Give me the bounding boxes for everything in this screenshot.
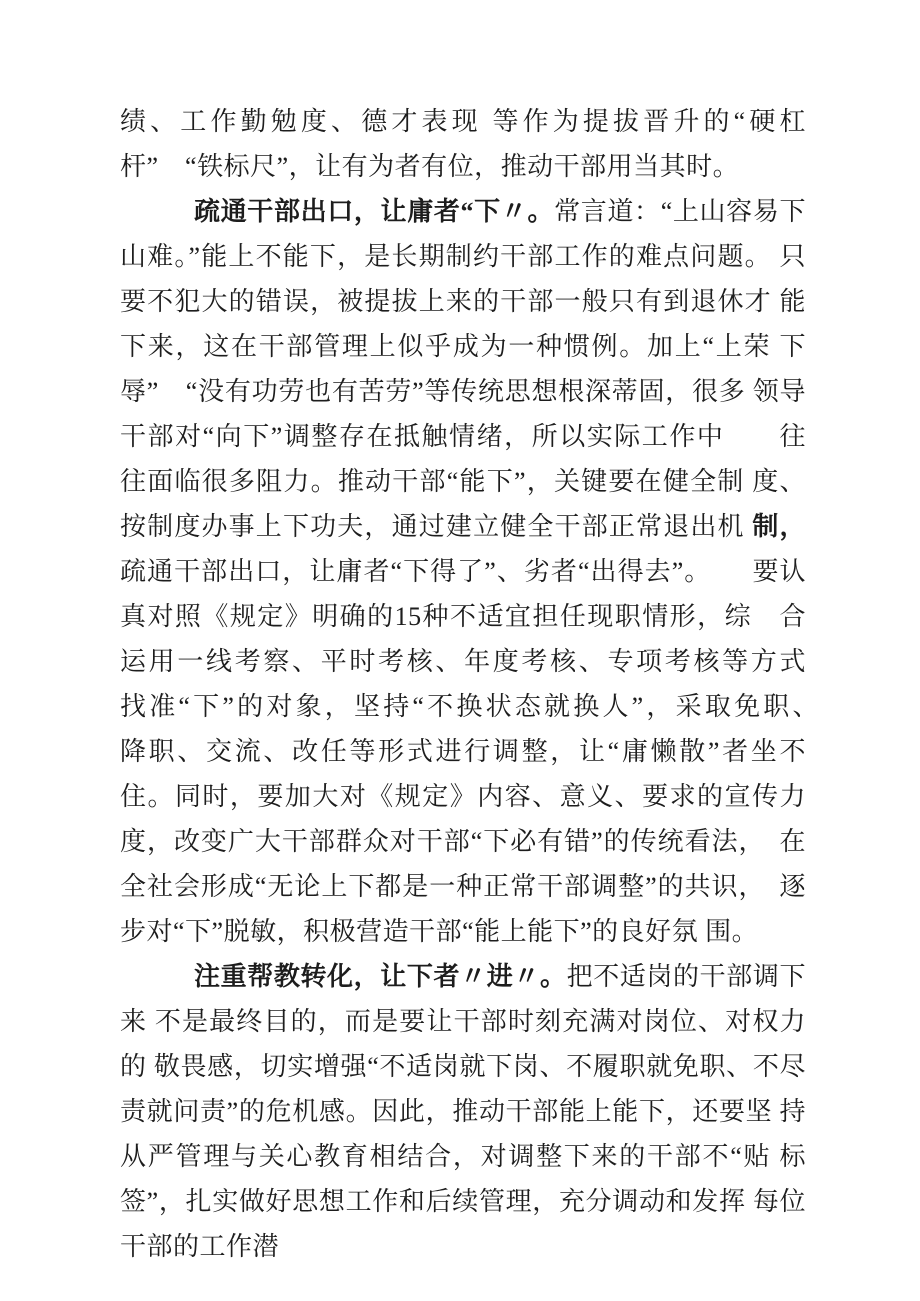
document-body [120,99,860,1269]
bold-text-segment: 注重帮教转化，让下者〃进〃。 [194,962,567,991]
text-segment: 绩、工作勤勉度、德才表现 等作为提拔晋升的“硬杠杆” “铁标尺”，让有为者有位，推动干部用当其时。 [120,107,806,181]
text-segment: 把不适岗的干部调下来 不是最终目的，而是要让干部时刻充满对岗位、对权力的 敬畏感，切实增强“不适岗就下岗、不履职就免职、不尽 责就问责”的危机感。因此，推动干部能上能下，还要坚 持从严管理与关心教育相结合，对调整下来的干部不“贴 标签”，扎实做好思想工作和后续管理，充分调动和发挥 每位干部的工作潜 [120,962,806,1261]
paragraph [120,99,806,189]
text-segment: 常言道：“上山容易下 山难。”能上不能下，是长期制约干部工作的难点问题。 只要不犯大的错误，被提拔上来的干部一般只有到退休才 能下来，这在干部管理上似乎成为一种惯例。加上“上荣 下辱” “没有功劳也有苦劳”等传统思想根深蒂固，很多 领导干部对“向下”调整存在抵触情绪，所以实际工作中 往往面临很多阻力。推动干部“能下”，关键要在健全制 度、按制度办事上下功夫，通过建立健全干部正常退出机 [120,197,833,541]
paragraph [120,954,806,1269]
bold-text-segment: 制， [752,512,806,541]
paragraph [120,189,860,954]
bold-text-segment: 疏通干部出口，让庸者“下〃。 [194,197,555,226]
text-segment: 疏通干部出口，让庸者“下得了”、劣者“出得去”。 要认真对照《规定》明确的15种不适宜担任现职情形，综 合运用一线考察、平时考核、年度考核、专项考核等方式 找准“下”的对象，坚持“不换状态就换人”，采取免职、 降职、交流、改任等形式进行调整，让“庸懒散”者坐不 住。同时，要加大对《规定》内容、意义、要求的宣传力 度，改变广大干部群众对干部“下必有错”的传统看法， 在全社会形成“无论上下都是一种正常干部调整”的共识， 逐步对“下”脱敏，积极营造干部“能上能下”的良好氛 围。 [120,557,860,946]
